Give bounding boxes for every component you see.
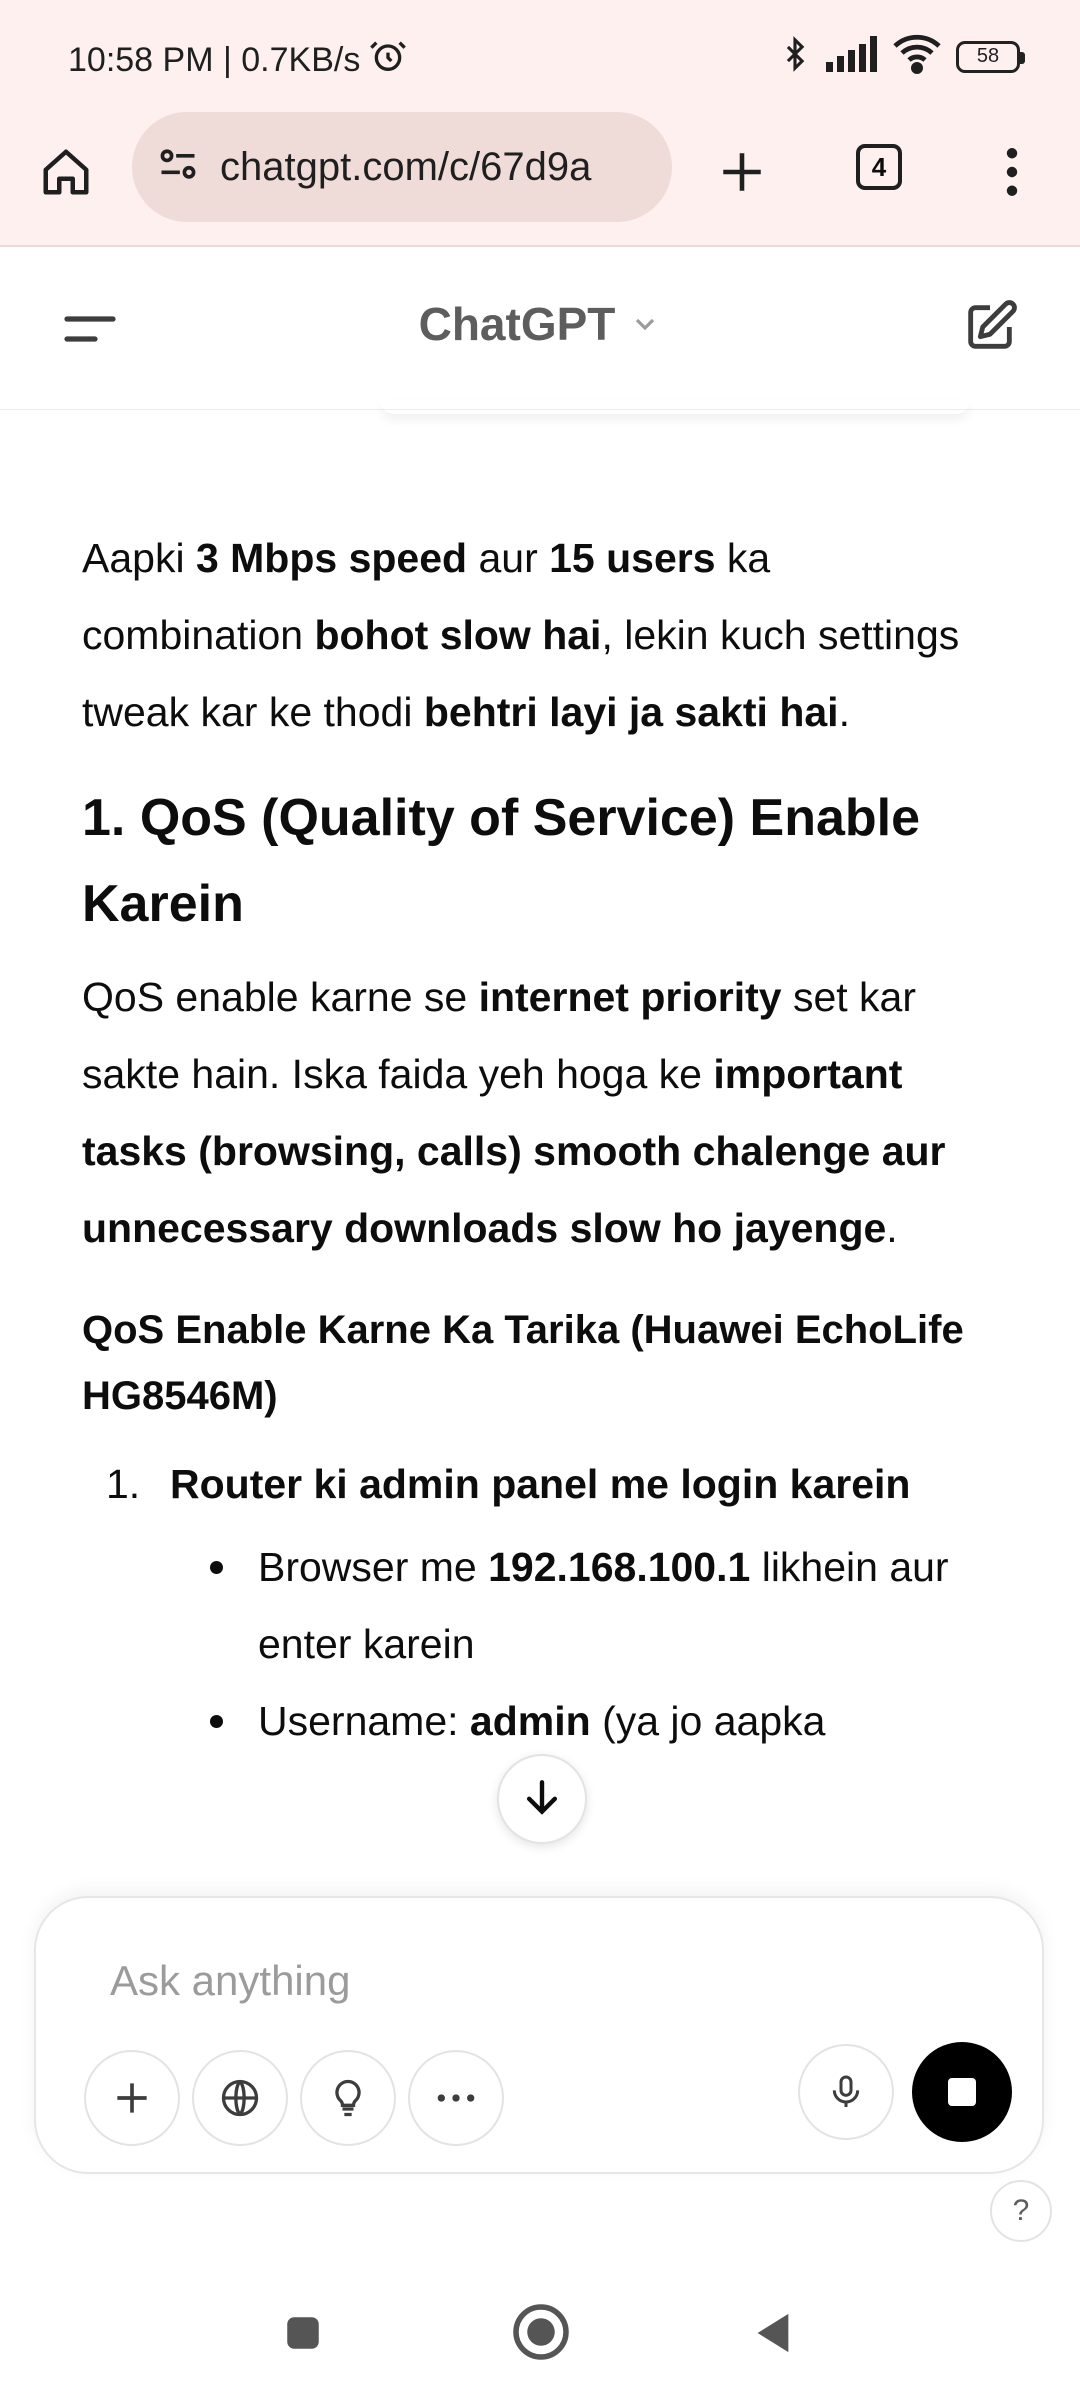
intro-paragraph [82,520,1002,751]
bold-text: important tasks (browsing, calls) smooth chalenge aur unnecessary downloads slow ho jayenge [82,1051,946,1251]
text-segment: set kar sakte hain. Iska faida yeh hoga ke [82,974,917,1097]
bold-text: 3 Mbps speed [195,535,468,581]
composer [34,1896,1044,2174]
site-info-icon[interactable] [156,143,200,192]
recents-icon[interactable] [270,2300,336,2366]
status-left [68,36,408,85]
text-segment: aur [467,535,550,581]
text-segment: . [886,1205,898,1251]
arrow-down-icon [520,1775,564,1824]
new-chat-icon[interactable] [950,287,1030,367]
status-bar [0,0,1080,110]
bullet-item [82,1529,1002,1683]
browser-toolbar [0,110,1080,247]
url-text: chatgpt.com/c/67d9a [220,144,592,189]
bold-text: admin [469,1698,591,1744]
step-text: Router ki admin panel me login karein [170,1461,911,1507]
prompt-input[interactable] [108,1956,912,2006]
bold-text: 192.168.100.1 [488,1544,751,1590]
help-label: ? [1012,2194,1030,2227]
text-segment: Username: [258,1698,470,1744]
previous-message-edge [380,400,970,414]
new-tab-icon[interactable] [702,132,782,212]
bold-text: 15 users [549,535,716,581]
bold-text: bohot slow hai [314,612,602,658]
text-segment: Aapki [82,535,196,581]
assistant-message [82,520,1002,1890]
stop-icon [948,2078,976,2106]
globe-icon[interactable] [192,2050,288,2146]
text-segment: QoS enable karne se [82,974,479,1020]
text-segment: . [838,689,850,735]
list-item [82,1449,1002,1519]
alarm-icon [368,36,408,85]
qos-paragraph [82,959,1002,1267]
bold-text: internet priority [478,974,782,1020]
text-segment: , lekin kuch settings tweak kar ke thodi [82,612,960,735]
back-icon[interactable] [740,2300,806,2366]
text-segment: Browser me [258,1544,489,1590]
system-nav-bar [0,2270,1080,2400]
bullet-item [82,1683,1002,1760]
text-segment: (ya jo aapka [590,1698,826,1744]
scroll-down-button[interactable] [497,1754,587,1844]
text-segment: ka combination [82,535,771,658]
plus-icon[interactable] [84,2050,180,2146]
bluetooth-icon [778,34,812,79]
address-bar[interactable] [132,112,672,222]
text-segment: likhein aur enter karein [258,1544,949,1667]
microphone-icon[interactable] [798,2044,894,2140]
home-icon[interactable] [26,132,106,212]
tab-count: 4 [871,151,887,182]
tabs-icon[interactable] [856,144,902,190]
app-title: ChatGPT [418,298,616,350]
status-time-speed: 10:58 PM | 0.7KB/s [68,41,361,79]
home-nav-icon[interactable] [505,2296,577,2368]
step-number: 1. [106,1461,141,1507]
status-right [778,34,1020,79]
battery-level: 58 [976,45,1000,67]
lightbulb-icon[interactable] [300,2050,396,2146]
wifi-icon [892,34,942,79]
stop-button[interactable] [912,2042,1012,2142]
help-button[interactable] [990,2180,1052,2242]
bold-text: behtri layi ja sakti hai [423,689,839,735]
more-icon[interactable] [408,2050,504,2146]
signal-icon [826,36,878,77]
sub-heading: QoS Enable Karne Ka Tarika (Huawei EchoLife HG8546M) [82,1308,964,1418]
menu-icon[interactable] [982,132,1042,212]
battery-icon [956,41,1020,73]
section-heading: 1. QoS (Quality of Service) Enable Karein [82,789,921,933]
app-header [0,247,1080,410]
chevron-down-icon [629,297,661,351]
model-selector[interactable] [0,297,1080,351]
